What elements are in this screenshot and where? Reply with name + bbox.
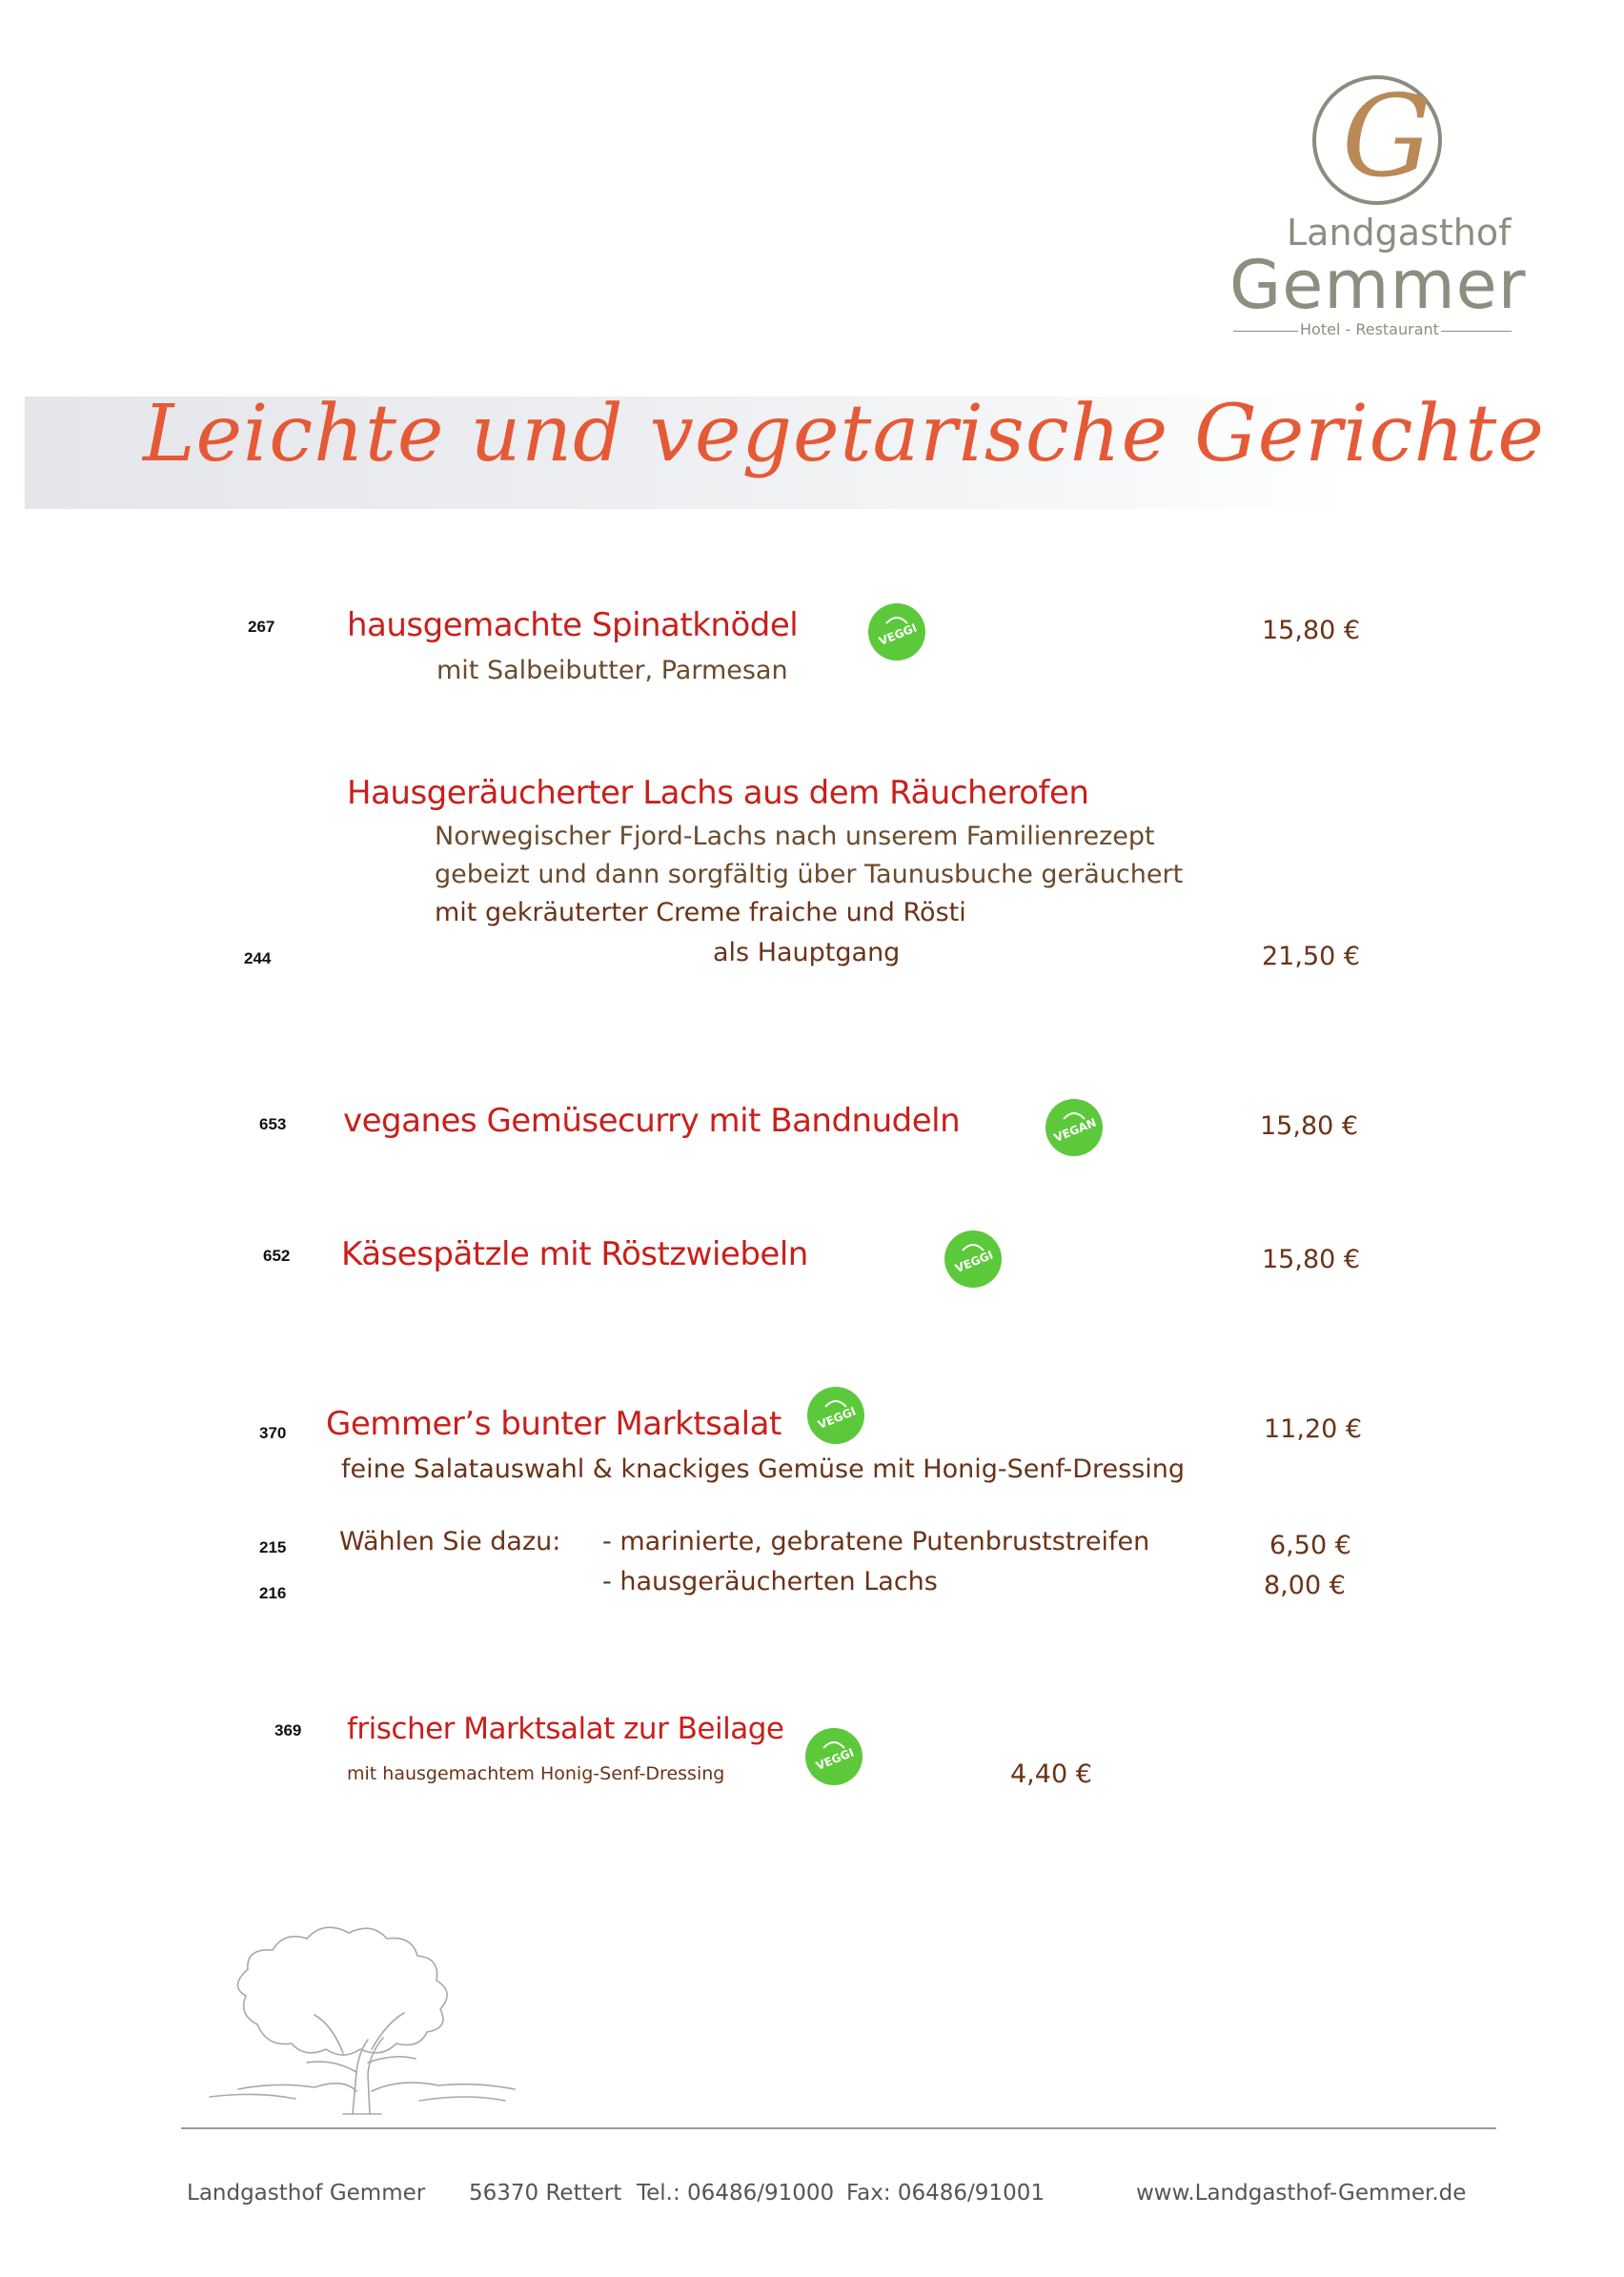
- veggi-badge-icon: [867, 602, 926, 661]
- addon-label: Wählen Sie dazu:: [339, 1527, 561, 1556]
- veggi-badge-icon: [804, 1727, 863, 1786]
- item-number: 653: [259, 1115, 287, 1133]
- item-number: 267: [248, 618, 275, 636]
- footer-website[interactable]: www.Landgasthof-Gemmer.de: [1136, 2181, 1467, 2206]
- footer-divider: [181, 2127, 1496, 2129]
- svg-text:VEGGI: VEGGI: [814, 1745, 857, 1774]
- dish-name: hausgemachte Spinatknödel: [347, 606, 799, 644]
- dish-name: Käsespätzle mit Röstzwiebeln: [341, 1235, 808, 1273]
- dish-price: 15,80 €: [1262, 616, 1361, 645]
- footer-name: Landgasthof Gemmer: [187, 2181, 426, 2206]
- item-number: 216: [259, 1584, 287, 1602]
- dish-price: 15,80 €: [1260, 1111, 1359, 1141]
- tree-illustration-icon: [200, 1910, 524, 2120]
- page-heading: Leichte und vegetarische Gerichte: [143, 389, 1545, 479]
- logo-line2: Gemmer: [1229, 246, 1527, 324]
- vegan-badge-icon: [1045, 1098, 1104, 1157]
- dish-description: mit Salbeibutter, Parmesan: [436, 656, 788, 685]
- veggi-badge-icon: [806, 1386, 865, 1445]
- dish-name: frischer Marktsalat zur Beilage: [347, 1712, 784, 1746]
- item-number: 369: [274, 1721, 302, 1739]
- logo-line1: Landgasthof: [1287, 212, 1512, 254]
- item-number: 370: [259, 1424, 287, 1442]
- dish-name: veganes Gemüsecurry mit Bandnudeln: [343, 1102, 961, 1140]
- dish-name: Hausgeräucherter Lachs aus dem Räucherofen: [347, 774, 1089, 812]
- item-number: 652: [263, 1247, 291, 1265]
- dish-description: gebeizt und dann sorgfältig über Taunusbuche geräuchert: [435, 860, 1184, 889]
- veggi-badge-icon: [944, 1230, 1003, 1289]
- addon-item: - marinierte, gebratene Putenbruststreifen: [602, 1527, 1150, 1556]
- logo-line3: Hotel - Restaurant: [1300, 320, 1439, 338]
- dish-description: mit hausgemachtem Honig-Senf-Dressing: [347, 1763, 725, 1784]
- dish-description: Norwegischer Fjord-Lachs nach unserem Familienrezept: [435, 822, 1155, 851]
- footer-fax: Fax: 06486/91001: [846, 2181, 1045, 2206]
- item-number: 215: [259, 1538, 287, 1556]
- svg-text:VEGGI: VEGGI: [816, 1404, 859, 1433]
- dish-price: 21,50 €: [1262, 942, 1361, 971]
- dish-price: 15,80 €: [1262, 1245, 1361, 1274]
- svg-text:VEGGI: VEGGI: [877, 620, 920, 649]
- dish-description: mit gekräuterter Creme fraiche und Rösti: [435, 898, 966, 927]
- dish-price: 4,40 €: [1010, 1759, 1092, 1789]
- addon-price: 6,50 €: [1269, 1531, 1351, 1560]
- logo-rule-right: [1441, 331, 1512, 332]
- dish-price: 11,20 €: [1264, 1414, 1363, 1444]
- dish-variant: als Hauptgang: [713, 938, 901, 967]
- footer-phone: Tel.: 06486/91000: [637, 2181, 835, 2206]
- dish-name: Gemmer’s bunter Marktsalat: [326, 1405, 782, 1443]
- svg-text:VEGGI: VEGGI: [953, 1248, 996, 1276]
- svg-text:VEGAN: VEGAN: [1051, 1115, 1099, 1146]
- addon-item: - hausgeräucherten Lachs: [602, 1567, 938, 1596]
- item-number: 244: [244, 949, 272, 967]
- logo-monogram: G: [1342, 71, 1432, 202]
- footer-address: 56370 Rettert: [469, 2181, 622, 2206]
- addon-price: 8,00 €: [1264, 1571, 1346, 1600]
- logo-rule-left: [1233, 331, 1298, 332]
- dish-description: feine Salatauswahl & knackiges Gemüse mit Honig-Senf-Dressing: [341, 1454, 1186, 1484]
